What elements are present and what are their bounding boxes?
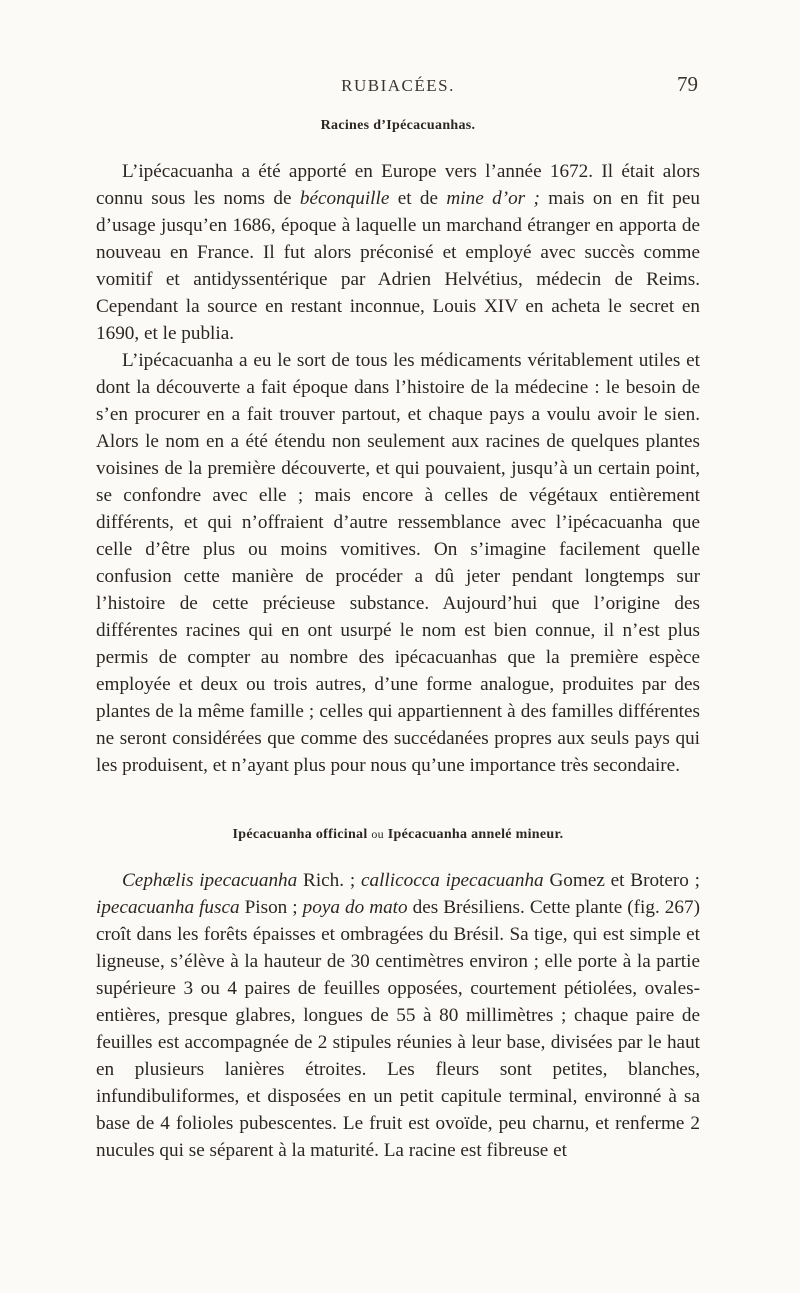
section-heading-racines: Racines d’Ipécacuanhas. bbox=[320, 118, 476, 133]
heading-part1: Ipécacuanha officinal bbox=[232, 827, 368, 842]
heading-part2: Ipécacuanha annelé mineur. bbox=[387, 827, 564, 842]
italic-text: callicocca ipecacuanha bbox=[360, 870, 544, 891]
section-heading-ipecacuanha-officinal bbox=[96, 827, 700, 843]
running-head bbox=[96, 70, 700, 100]
text-run: des Brésiliens. Cette plante (fig. 267) croît dans les forêts épaisses et ombragées du Brésil. Sa tige, qui est simple et ligneuse, s’élève à la hauteur de 30 centimètres environ ; elle porte à la partie supérieure 3 ou 4 paires de feuilles opposées, courtement pétiolées, ovales-entières, presque glabres, longues de 55 à 80 millimètres ; chaque paire de feuilles est accompagnée de 2 stipules réunies à leur base, divisées par le haut en plusieurs lanières étroites. Les fleurs sont petites, blanches, infundibuliformes, et disposées en un petit capitule terminal, environné à sa base de 4 folioles pubescentes. Le fruit est ovoïde, peu charnu, et renferme 2 nucules qui se séparent à la maturité. La racine est fibreuse et bbox=[96, 897, 700, 1161]
italic-text: poya do mato bbox=[302, 897, 408, 918]
section2-body bbox=[96, 867, 700, 1164]
italic-text: béconquille bbox=[299, 188, 390, 209]
book-page bbox=[96, 70, 700, 1164]
paragraph bbox=[96, 347, 700, 779]
section1-body bbox=[96, 158, 700, 779]
text-run: et de bbox=[389, 188, 447, 209]
paragraph bbox=[96, 158, 700, 347]
text-run: Gomez et Brotero ; bbox=[543, 870, 700, 891]
running-title: RUBIACÉES. bbox=[341, 76, 455, 95]
paragraph bbox=[96, 867, 700, 1164]
italic-text: ipecacuanha fusca bbox=[96, 897, 240, 918]
text-run: L’ipécacuanha a eu le sort de tous les médicaments véritablement utiles et dont la découverte a fait époque dans l’histoire de la médecine : le besoin de s’en procurer en a fait trouver partout, et chaque pays a voulu avoir le sien. Alors le nom en a été étendu non seulement aux racines de quelques plantes voisines de la première découverte, et qui pouvaient, jusqu’à un certain point, se confondre avec elle ; mais encore à celles de végétaux entièrement différents, et qui n’offraient d’autre ressemblance avec l’ipécacuanha que celle d’être plus ou moins vomitives. On s’imagine facilement quelle confusion cette manière de procéder a dû jeter pendant longtemps sur l’histoire de cette précieuse substance. Aujourd’hui que l’origine des différentes racines qui en ont usurpé le nom est bien connue, il n’est plus permis de compter au nombre des ipécacuanhas que la première espèce employée et deux ou trois autres, d’une forme analogue, produites par des plantes de la même famille ; celles qui appartiennent à des familles différentes ne seront considérées que comme des succédanées propres aux seuls pays qui les produisent, et n’ayant plus pour nous qu’une importance très secondaire. bbox=[96, 350, 700, 776]
heading-connector: ou bbox=[371, 827, 384, 841]
text-run: mais on en fit peu d’usage jusqu’en 1686, époque à laquelle un marchand étranger en apporta de nouveau en France. Il fut alors préconisé et employé avec succès comme vomitif et antidyssentérique par Adrien Helvétius, médecin de Reims. Cependant la source en restant inconnue, Louis XIV en acheta le secret en 1690, et le publia. bbox=[96, 188, 701, 344]
text-run: Pison ; bbox=[239, 897, 303, 918]
italic-text: Cephælis ipecacuanha bbox=[122, 870, 298, 891]
italic-text: mine d’or ; bbox=[446, 188, 540, 209]
text-run: Rich. ; bbox=[297, 870, 361, 891]
page-number: 79 bbox=[677, 72, 698, 96]
text-run: L’ipécacuanha a été apporté en Europe vers l’année 1672. Il était alors connu sous les noms de bbox=[96, 161, 700, 209]
